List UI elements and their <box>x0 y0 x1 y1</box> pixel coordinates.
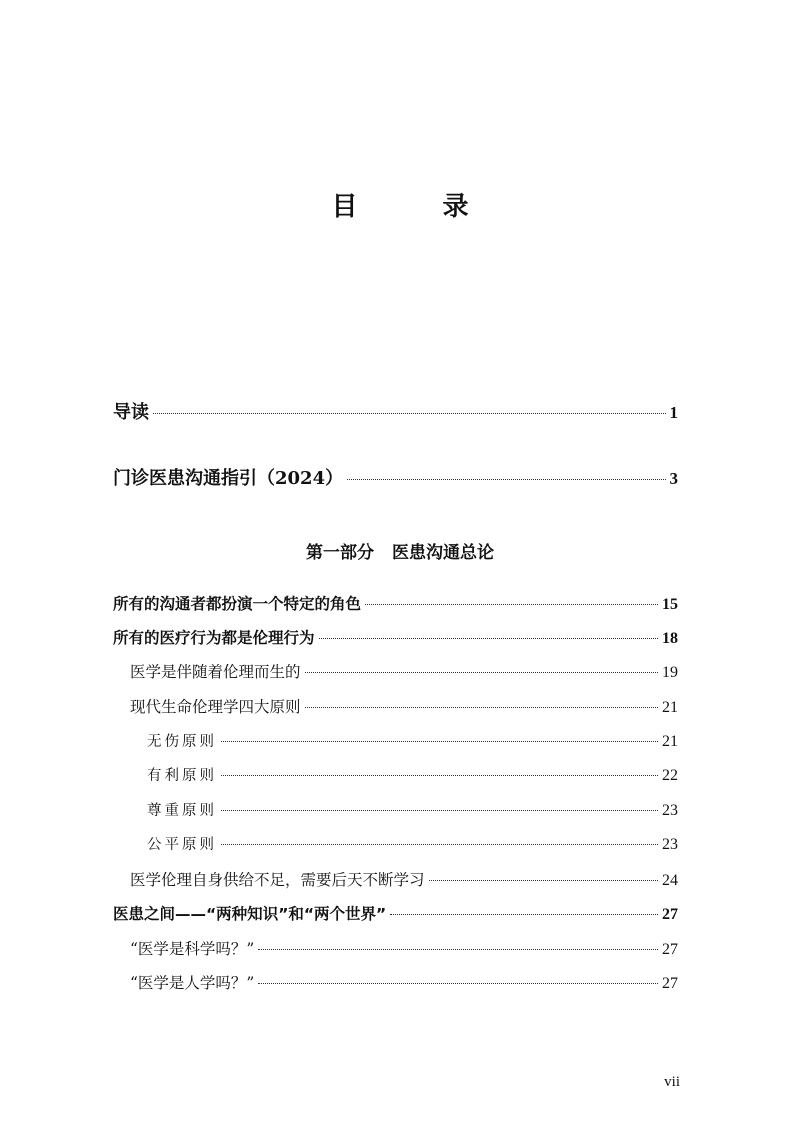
toc-entry-intro[interactable] <box>0 398 678 424</box>
dot-leader <box>153 413 666 414</box>
toc-entry-label: 导读 <box>113 402 149 423</box>
toc-entry-label: 现代生命伦理学四大原则 <box>130 698 301 716</box>
toc-entry-label: 所有的沟通者都扮演一个特定的角色 <box>113 595 362 613</box>
toc-entry-page: 19 <box>662 664 678 681</box>
toc-entry[interactable] <box>0 833 678 854</box>
toc-entry-label: 有利原则 <box>147 768 217 784</box>
part-heading <box>0 538 800 563</box>
toc-entry-label: 门诊医患沟通指引（2024） <box>113 468 344 489</box>
toc-entry[interactable] <box>0 626 678 648</box>
dot-leader <box>258 983 658 984</box>
dot-leader <box>221 775 658 776</box>
toc-entry-label: 所有的医疗行为都是伦理行为 <box>113 629 315 647</box>
toc-entry-page: 1 <box>669 403 678 422</box>
toc-title: 目 录 <box>331 192 507 222</box>
dot-leader <box>365 604 658 605</box>
toc-entry-label: 医学是伴随着伦理而生的 <box>130 663 301 681</box>
toc-entry-page: 24 <box>662 872 678 889</box>
dot-leader <box>258 949 658 950</box>
toc-entry-page: 15 <box>662 596 678 613</box>
toc-entry[interactable] <box>0 660 678 682</box>
toc-entry[interactable] <box>0 592 678 614</box>
dot-leader <box>347 479 665 480</box>
toc-entry-page: 3 <box>669 469 678 488</box>
toc-entry-label: 医学伦理自身供给不足，需要后天不断学习 <box>130 871 425 889</box>
toc-entry-page: 21 <box>662 699 678 716</box>
dot-leader <box>305 707 658 708</box>
dot-leader <box>319 638 658 639</box>
toc-entry[interactable] <box>0 695 678 717</box>
toc-entry-page: 22 <box>662 767 678 784</box>
toc-entry[interactable] <box>0 730 678 751</box>
toc-entry-label: 公平原则 <box>147 837 217 853</box>
toc-entry-label: 医患之间——“两种知识”和“两个世界” <box>113 905 387 923</box>
dot-leader <box>390 914 658 915</box>
toc-entry-guideline[interactable] <box>0 464 678 490</box>
toc-entry-label: “医学是科学吗？” <box>130 940 255 958</box>
toc-entry-page: 27 <box>662 975 678 992</box>
toc-entry-page: 27 <box>662 941 678 958</box>
page-number: vii <box>664 1074 680 1090</box>
toc-entry-page: 21 <box>662 733 678 750</box>
toc-entry[interactable] <box>0 764 678 785</box>
toc-entry[interactable] <box>0 971 678 993</box>
dot-leader <box>221 741 658 742</box>
toc-entry-page: 18 <box>662 630 678 647</box>
dot-leader <box>305 672 658 673</box>
toc-entry-page: 27 <box>662 906 678 923</box>
toc-entry[interactable] <box>0 799 678 820</box>
part-name: 医患沟通总论 <box>392 543 494 563</box>
toc-entry-label: 尊重原则 <box>147 803 217 819</box>
toc-entry-label: 无伤原则 <box>147 734 217 750</box>
dot-leader <box>221 810 658 811</box>
toc-entry-label: “医学是人学吗？” <box>130 974 255 992</box>
dot-leader <box>221 844 658 845</box>
dot-leader <box>429 880 658 881</box>
toc-entry[interactable] <box>0 937 678 959</box>
part-number: 第一部分 <box>306 543 374 563</box>
toc-entry-page: 23 <box>662 802 678 819</box>
toc-entry-page: 23 <box>662 836 678 853</box>
toc-entry[interactable] <box>0 902 678 924</box>
toc-entry[interactable] <box>0 868 678 890</box>
